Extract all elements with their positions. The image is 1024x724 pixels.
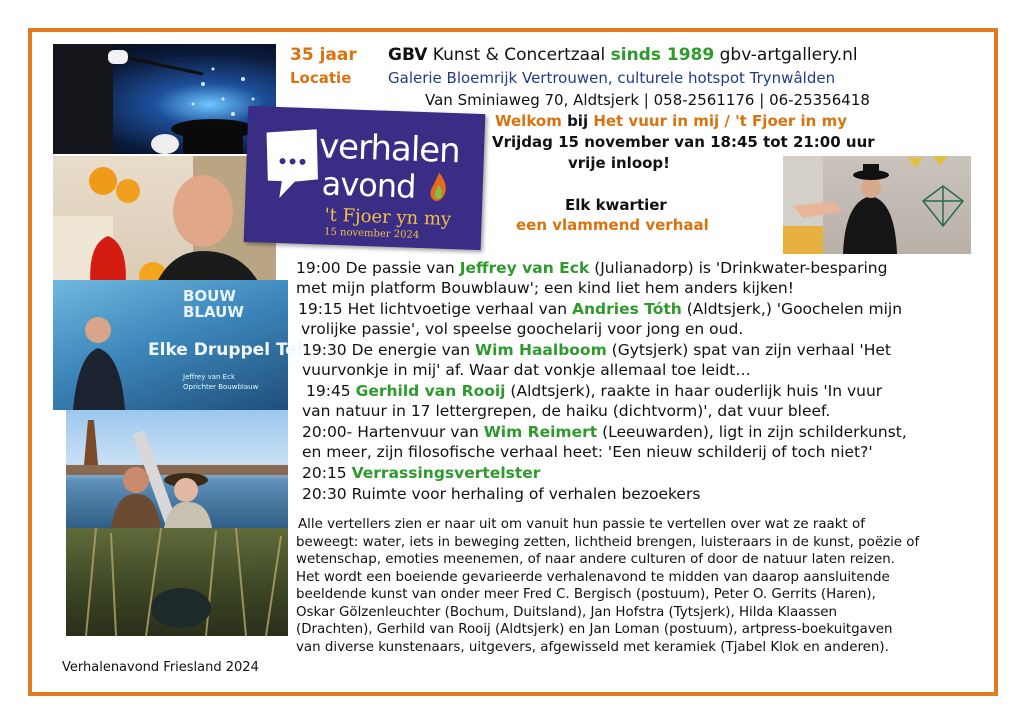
- footer-caption: Verhalenavond Friesland 2024: [62, 660, 259, 675]
- years-label: 35 jaar: [290, 45, 357, 65]
- description-line: wetenschap, emoties meenemen, of naar andere culturen of door de natuur laten reizen.: [296, 552, 895, 567]
- program-list: [296, 258, 986, 508]
- gallery-title: GBV Kunst & Concertzaal sinds 1989 gbv-artgallery.nl: [388, 45, 858, 65]
- galerie-line: Galerie Bloemrijk Vertrouwen, culturele hotspot Trynwâlden: [388, 69, 836, 87]
- description-line: Het wordt een boeiende gevarieerde verhalenavond te midden van daarop aansluitende: [296, 569, 890, 585]
- program-item-cont: van natuur in 17 lettergrepen, de haiku (dichtvorm)', dat vuur bleef.: [302, 402, 831, 420]
- kwartier-line: Elk kwartier: [565, 196, 667, 214]
- description-line: beeldende kunst van onder meer Fred C. Bergisch (postuum), Peter O. Gerrits (Haren),: [296, 587, 876, 602]
- logo-line2: avond: [321, 164, 417, 206]
- description-line: van diverse kunstenaars, uitgevers, afgewisseld met keramiek (Tjabel Klok en anderen).: [296, 639, 889, 655]
- program-item: 19:00 De passie van Jeffrey van Eck (Julianadorp) is 'Drinkwater-besparing: [296, 259, 888, 277]
- description-line: Oskar Gölzenleuchter (Bochum, Duitsland), Jan Hofstra (Tytsjerk), Hilda Klaassen: [296, 604, 838, 620]
- magic-hat-icon: [53, 44, 276, 154]
- logo-line4: 15 november 2024: [323, 226, 420, 241]
- description-line: Alle vertellers zien er naar uit om vanuit hun passie te vertellen over wat ze raakt of: [298, 517, 865, 532]
- nature-photo: [66, 528, 288, 636]
- flame-icon: [426, 170, 451, 205]
- description-line: (Drachten), Gerhild van Rooij (Aldtsjerk) en Jan Loman (postuum), artpress-boekuitgaven: [296, 622, 893, 637]
- program-item: 20:30 Ruimte voor herhaling of verhalen bezoekers: [302, 485, 701, 503]
- website-link[interactable]: gbv-artgallery.nl: [714, 45, 858, 65]
- program-item: 20:15 Verrassingsvertelster: [302, 464, 541, 482]
- description: [296, 516, 986, 661]
- logo-line1: verhalen: [318, 126, 461, 172]
- date-line: Vrijdag 15 november van 18:45 tot 21:00 uur: [492, 133, 875, 151]
- city-photo: [66, 410, 288, 528]
- locatie-label: Locatie: [290, 69, 352, 87]
- bouwblauw-photo: [53, 280, 311, 410]
- address-line: Van Sminiaweg 70, Aldtsjerk | 058-2561176 | 06-25356418: [425, 91, 870, 109]
- program-item-cont: vrolijke passie', vol speelse goochelarij voor jong en oud.: [301, 320, 744, 338]
- welkom-line: Welkom bij Het vuur in mij / 't Fjoer in my: [495, 112, 847, 130]
- vlammend-line: een vlammend verhaal: [516, 216, 709, 234]
- bouwblauw-slogan: Elke Druppel Telt: [148, 340, 311, 360]
- program-item: 19:45 Gerhild van Rooij (Aldtsjerk), raakte in haar ouderlijk huis 'In vuur: [306, 382, 883, 400]
- painting-photo: [783, 156, 971, 254]
- program-item: 20:00- Hartenvuur van Wim Reimert (Leeuwarden), ligt in zijn schilderkunst,: [302, 423, 907, 441]
- bouwblauw-title: BOUW BLAUW: [183, 287, 244, 321]
- bouwblauw-caption: Jeffrey van Eck Oprichter Bouwblauw: [183, 373, 259, 391]
- program-item-cont: vuurvonkje in mij' af. Waar dat vonkje allemaal toe leidt…: [302, 361, 751, 379]
- logo-line3: 't Fjoer yn my: [324, 204, 452, 231]
- program-item-cont: met mijn platform Bouwblauw'; een kind liet hem anders kijken!: [296, 279, 794, 297]
- description-line: beweegt: water, iets in beweging zetten, lichtheid brengen, luisteraars in de kunst, poëzie of: [296, 534, 920, 550]
- verhalenavond-logo: [244, 106, 486, 250]
- magician-photo: [53, 44, 276, 154]
- program-item: 19:15 Het lichtvoetige verhaal van Andries Tóth (Aldtsjerk,) 'Goochelen mijn: [298, 300, 903, 318]
- inloop-line: vrije inloop!: [568, 154, 671, 172]
- program-item-cont: en meer, zijn filosofische verhaal heet: 'Een nieuw schilderij of toch niet?': [302, 443, 873, 461]
- program-item: 19:30 De energie van Wim Haalboom (Gytsjerk) spat van zijn verhaal 'Het: [302, 341, 891, 359]
